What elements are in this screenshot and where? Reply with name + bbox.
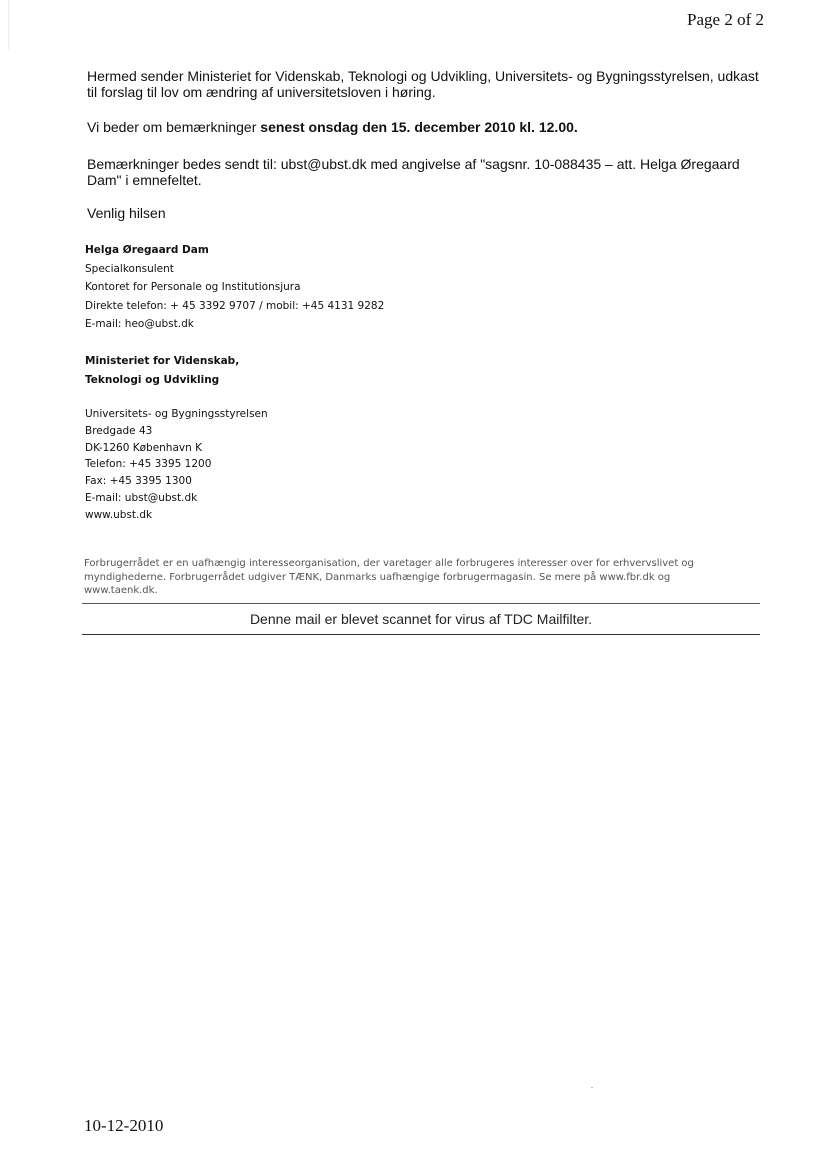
scan-speck [591, 1087, 593, 1088]
ministry-line-1: Ministeriet for Videnskab, [85, 355, 240, 367]
submission-paragraph [87, 156, 767, 188]
scan-edge-mark [8, 0, 9, 50]
submission-line-1: Bemærkninger bedes sendt til: ubst@ubst.dk med angivelse af "sagsnr. 10-088435 – att. Helga Øregaard [87, 156, 740, 172]
disclaimer [84, 557, 764, 598]
signature-person [85, 241, 384, 334]
agency-telephone: Telefon: +45 3395 1200 [85, 458, 212, 471]
divider-bottom [82, 634, 760, 635]
disclaimer-line-2: myndighederne. Forbrugerrådet udgiver TÆNK, Danmarks uafhængige forbrugermagasin. Se mere på www.fbr.dk og [84, 571, 671, 583]
page-number: Page 2 of 2 [687, 10, 764, 29]
divider-top [82, 603, 760, 604]
disclaimer-line-3: www.taenk.dk. [84, 585, 158, 596]
agency-fax: Fax: +45 3395 1300 [85, 475, 192, 488]
submission-line-2: Dam" i emnefeltet. [87, 172, 202, 188]
agency-website: www.ubst.dk [85, 508, 153, 521]
disclaimer-line-1: Forbrugerrådet er en uafhængig interesseorganisation, der varetager alle forbrugeres interesser over for erhvervslivet og [84, 558, 694, 569]
signature-office: Kontoret for Personale og Institutionsjura [85, 281, 301, 293]
deadline-prefix: Vi beder om bemærkninger [87, 119, 261, 135]
agency-city: DK-1260 København K [85, 441, 202, 454]
ministry-line-2: Teknologi og Udvikling [85, 373, 220, 386]
closing-greeting: Venlig hilsen [87, 205, 166, 221]
signature-email: E-mail: heo@ubst.dk [85, 318, 194, 330]
signature-phone: Direkte telefon: + 45 3392 9707 / mobil: +45 4131 9282 [85, 299, 385, 312]
intro-line-1: Hermed sender Ministeriet for Videnskab, Teknologi og Udvikling, Universitets- og Bygningsstyrelsen, udkast [87, 68, 759, 84]
signature-ministry [85, 352, 239, 389]
intro-paragraph [87, 68, 767, 100]
deadline-date: senest onsdag den 15. december 2010 kl. 12.00. [260, 119, 578, 135]
intro-line-2: til forslag til lov om ændring af universitetsloven i høring. [87, 84, 436, 100]
signature-address [85, 406, 268, 524]
deadline-paragraph [87, 119, 767, 135]
virus-scan-notice: Denne mail er blevet scannet for virus af TDC Mailfilter. [249, 611, 593, 627]
signature-title: Specialkonsulent [85, 262, 174, 275]
agency-street: Bredgade 43 [85, 424, 153, 437]
agency-name: Universitets- og Bygningsstyrelsen [85, 408, 268, 420]
footer-date: 10-12-2010 [84, 1116, 164, 1135]
signature-name: Helga Øregaard Dam [85, 244, 209, 256]
agency-email: E-mail: ubst@ubst.dk [85, 491, 198, 504]
